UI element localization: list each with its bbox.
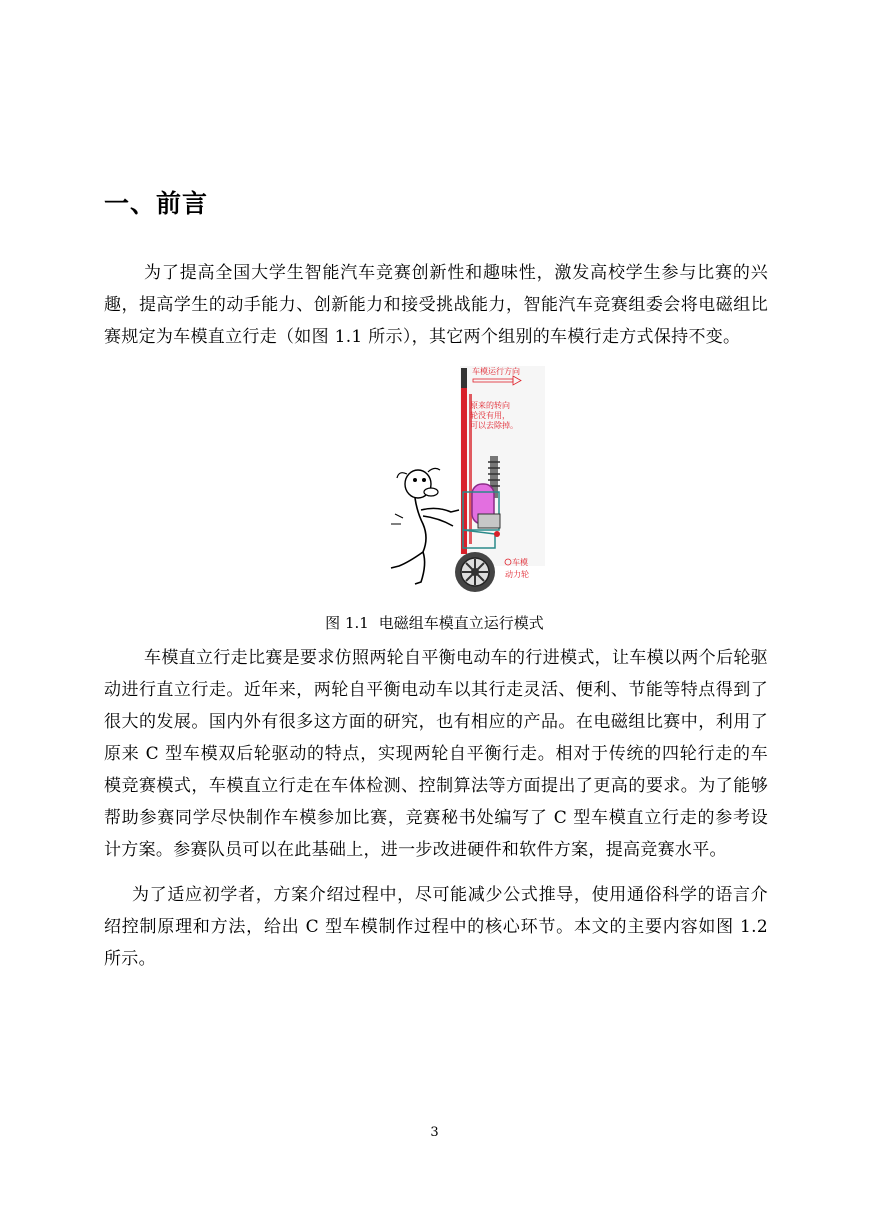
figure-caption-label: 图 1.1 bbox=[325, 614, 369, 632]
drive-note-line1: 车模 bbox=[512, 558, 528, 567]
intro-paragraph: 为了提高全国大学生智能汽车竞赛创新性和趣味性，激发高校学生参与比赛的兴趣，提高学生的动手能力、创新能力和接受挑战能力，智能汽车竞赛组委会将电磁组比赛规定为车模直立行走（如图 1.1 所示），其它两个组别的车模行走方式保持不变。 bbox=[104, 263, 768, 347]
car-frame-left bbox=[461, 368, 467, 554]
figure-upright-car bbox=[345, 364, 545, 600]
motor-block bbox=[478, 514, 500, 528]
wheel-note-line3: 可以去除掉。 bbox=[470, 421, 518, 430]
scope-paragraph: 为了适应初学者，方案介绍过程中，尽可能减少公式推导，使用通俗科学的语言介绍控制原理和方法，给出 C 型车模制作过程中的核心环节。本文的主要内容如图 1.2 所示。 bbox=[104, 885, 768, 969]
cartoon-body bbox=[415, 498, 426, 552]
drive-note-line2: 动力轮 bbox=[505, 570, 529, 579]
figure-backdrop bbox=[460, 366, 545, 566]
figure-caption bbox=[0, 612, 869, 633]
cartoon-eye-left bbox=[413, 478, 417, 482]
upright-car-illustration bbox=[345, 364, 545, 600]
axle-marker bbox=[494, 531, 500, 537]
cartoon-motion-lines bbox=[391, 514, 403, 524]
cartoon-snout bbox=[424, 488, 438, 496]
section-heading: 一、前言 bbox=[104, 189, 209, 218]
upright-description-paragraph: 车模直立行走比赛是要求仿照两轮自平衡电动车的行进模式，让车模以两个后轮驱动进行直立行走。近年来，两轮自平衡电动车以其行走灵活、便利、节能等特点得到了很大的发展。国内外有很多这方面的研究，也有相应的产品。在电磁组比赛中，利用了原来 C 型车模双后轮驱动的特点，实现两轮自平衡行走。相对于传统的四轮行走的车模竞赛模式，车模直立行走在车体检测、控制算法等方面提出了更高的要求。为了能够帮助参赛同学尽快制作车模参加比赛，竞赛秘书处编写了 C 型车模直立行走的参考设计方案。参赛队员可以在此基础上，进一步改进硬件和软件方案，提高竞赛水平。 bbox=[104, 648, 768, 860]
cartoon-eye-right bbox=[422, 478, 426, 482]
direction-note: 车模运行方向 bbox=[472, 367, 520, 376]
wheel-note-line2: 轮没有用， bbox=[470, 411, 510, 420]
page-number: 3 bbox=[430, 1125, 439, 1140]
cartoon-arm-lower bbox=[423, 516, 453, 526]
car-top-cap bbox=[461, 368, 467, 388]
cartoon-arm-right bbox=[421, 508, 459, 512]
wheel-note-line1: 原来的转向 bbox=[470, 401, 510, 410]
cartoon-legs bbox=[391, 552, 425, 584]
figure-caption-text: 电磁组车模直立运行模式 bbox=[378, 614, 544, 632]
